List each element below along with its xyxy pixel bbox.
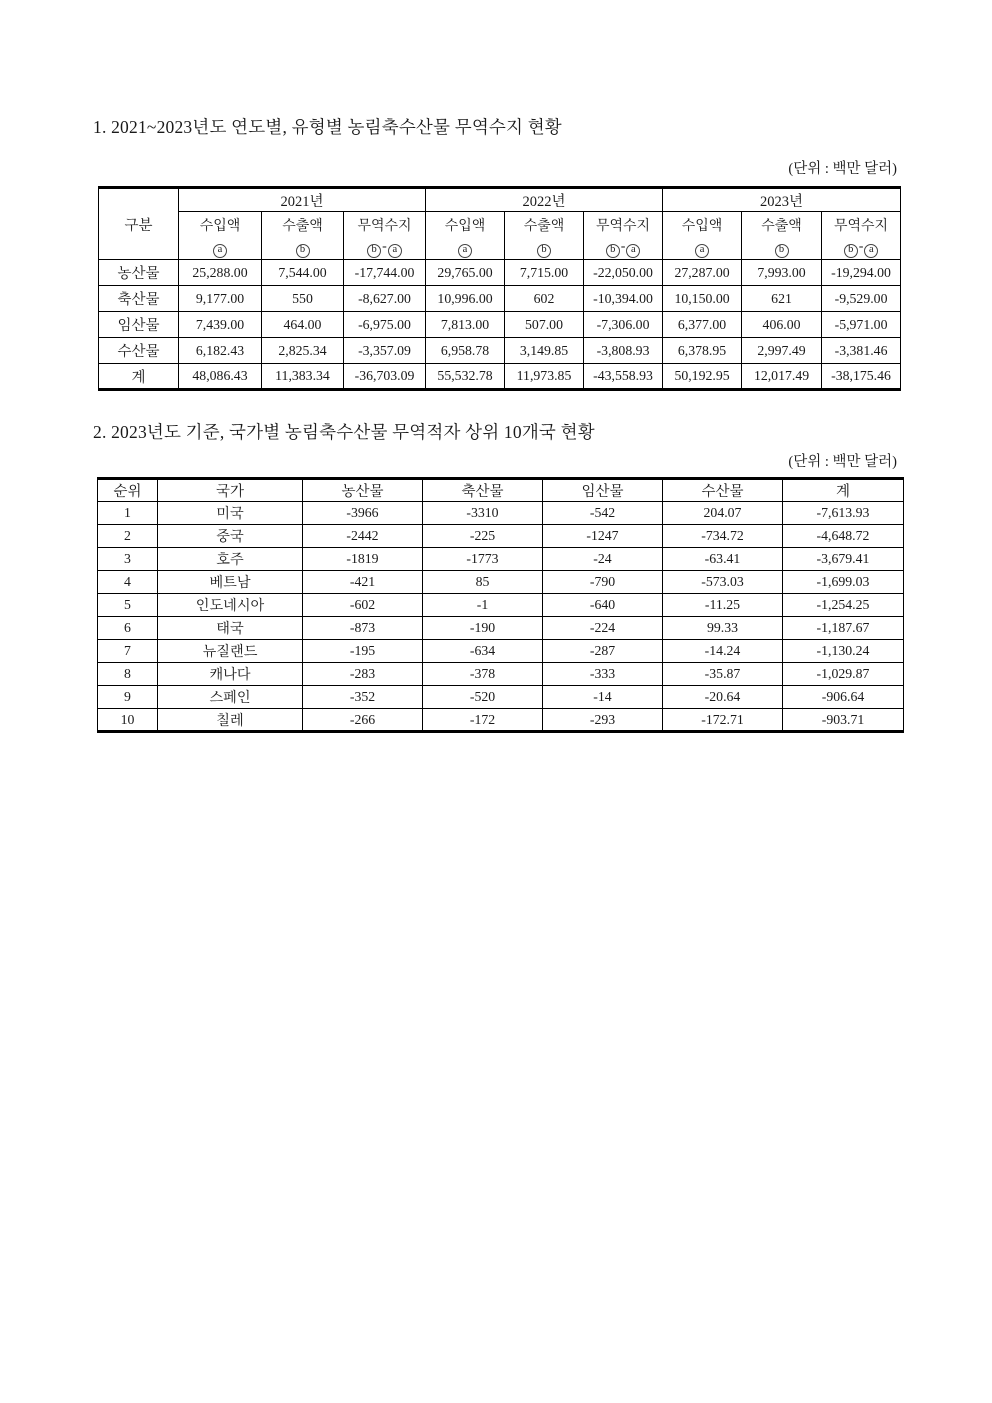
table-row (98, 525, 904, 548)
value-cell: 50,192.95 (663, 364, 742, 390)
value-cell: -1 (423, 594, 543, 617)
sub-header-label: 무역수지 (833, 219, 889, 235)
value-cell: 29,765.00 (426, 260, 505, 286)
minus-sign: - (620, 239, 626, 255)
table-row (98, 640, 904, 663)
value-cell: -38,175.46 (822, 364, 901, 390)
agri-column-header: 농산물 (303, 479, 423, 502)
rank-cell: 4 (98, 571, 158, 594)
category-column-header: 구분 (99, 188, 179, 260)
value-cell: -14.24 (663, 640, 783, 663)
total-column-header: 계 (783, 479, 904, 502)
value-cell: 6,182.43 (179, 338, 262, 364)
value-cell: 25,288.00 (179, 260, 262, 286)
rank-cell: 7 (98, 640, 158, 663)
header-row (98, 479, 904, 502)
trade-balance-header (344, 212, 426, 260)
table-row (98, 686, 904, 709)
sub-header-label: 무역수지 (357, 219, 412, 235)
country-cell: 스페인 (158, 686, 303, 709)
value-cell: -195 (303, 640, 423, 663)
table-row (99, 286, 901, 312)
circled-a-icon: a (388, 244, 402, 258)
section2-title: 2. 2023년도 기준, 국가별 농림축수산물 무역적자 상위 10개국 현황 (93, 422, 595, 442)
value-cell: -9,529.00 (822, 286, 901, 312)
section1-title: 1. 2021~2023년도 연도별, 유형별 농림축수산물 무역수지 현황 (93, 117, 562, 137)
circled-b-icon: b (537, 244, 551, 258)
sub-header-symbol (744, 237, 819, 257)
value-cell: 11,383.34 (262, 364, 344, 390)
country-cell: 미국 (158, 502, 303, 525)
sub-header-label: 수입액 (199, 219, 241, 235)
value-cell: -3966 (303, 502, 423, 525)
sub-header-label: 수출액 (282, 219, 323, 235)
value-cell: -634 (423, 640, 543, 663)
value-cell: -190 (423, 617, 543, 640)
value-cell: 621 (742, 286, 822, 312)
table-row (98, 594, 904, 617)
circled-b-icon: b (606, 244, 620, 258)
value-cell: -172.71 (663, 709, 783, 732)
value-cell: 602 (505, 286, 584, 312)
value-cell: -734.72 (663, 525, 783, 548)
value-cell: 6,958.78 (426, 338, 505, 364)
sub-header-label: 수입액 (681, 219, 723, 235)
value-cell: -3,679.41 (783, 548, 904, 571)
circled-a-icon: a (458, 244, 472, 258)
sub-header-label: 수입액 (444, 219, 486, 235)
import-amount-header (663, 212, 742, 260)
value-cell: -7,306.00 (584, 312, 663, 338)
value-cell: -1773 (423, 548, 543, 571)
value-cell: -10,394.00 (584, 286, 663, 312)
circled-b-icon: b (367, 244, 381, 258)
row-category: 축산물 (99, 286, 179, 312)
value-cell: 7,993.00 (742, 260, 822, 286)
value-cell: -5,971.00 (822, 312, 901, 338)
year-group-2021: 2021년 (179, 188, 426, 212)
value-cell: -3,808.93 (584, 338, 663, 364)
rank-cell: 1 (98, 502, 158, 525)
value-cell: -224 (543, 617, 663, 640)
value-cell: -17,744.00 (344, 260, 426, 286)
value-cell: -790 (543, 571, 663, 594)
livestock-column-header: 축산물 (423, 479, 543, 502)
year-group-2022: 2022년 (426, 188, 663, 212)
country-cell: 인도네시아 (158, 594, 303, 617)
value-cell: -873 (303, 617, 423, 640)
table-row (98, 709, 904, 732)
import-amount-header (179, 212, 262, 260)
table-row (98, 663, 904, 686)
sub-header-symbol (428, 237, 502, 257)
value-cell: 99.33 (663, 617, 783, 640)
row-category: 계 (99, 364, 179, 390)
value-cell: -378 (423, 663, 543, 686)
value-cell: 7,813.00 (426, 312, 505, 338)
sub-header-label: 수출액 (761, 219, 802, 235)
rank-cell: 8 (98, 663, 158, 686)
value-cell: -8,627.00 (344, 286, 426, 312)
forestry-column-header: 임산물 (543, 479, 663, 502)
value-cell: -6,975.00 (344, 312, 426, 338)
sub-header-symbol (665, 237, 739, 257)
sub-header-symbol (181, 237, 259, 257)
value-cell: -172 (423, 709, 543, 732)
value-cell: -19,294.00 (822, 260, 901, 286)
value-cell: -333 (543, 663, 663, 686)
section1-unit-label: (단위 : 백만 달러) (788, 161, 897, 177)
value-cell: -903.71 (783, 709, 904, 732)
value-cell: -3310 (423, 502, 543, 525)
row-category: 수산물 (99, 338, 179, 364)
table-row (99, 312, 901, 338)
table-row (99, 364, 901, 390)
value-cell: 7,715.00 (505, 260, 584, 286)
circled-b-icon: b (296, 244, 310, 258)
sub-header-label: 무역수지 (595, 219, 651, 235)
value-cell: 3,149.85 (505, 338, 584, 364)
rank-cell: 2 (98, 525, 158, 548)
value-cell: -7,613.93 (783, 502, 904, 525)
table-row (98, 571, 904, 594)
value-cell: 48,086.43 (179, 364, 262, 390)
sub-header-symbol (824, 237, 898, 257)
table-row (98, 548, 904, 571)
trade-balance-header (822, 212, 901, 260)
value-cell: -602 (303, 594, 423, 617)
value-cell: 550 (262, 286, 344, 312)
value-cell: -906.64 (783, 686, 904, 709)
value-cell: -14 (543, 686, 663, 709)
value-cell: 406.00 (742, 312, 822, 338)
value-cell: -20.64 (663, 686, 783, 709)
rank-cell: 3 (98, 548, 158, 571)
sub-header-symbol (586, 237, 660, 257)
value-cell: -35.87 (663, 663, 783, 686)
rank-cell: 9 (98, 686, 158, 709)
import-amount-header (426, 212, 505, 260)
value-cell: -1,130.24 (783, 640, 904, 663)
country-column-header: 국가 (158, 479, 303, 502)
row-category: 임산물 (99, 312, 179, 338)
circled-a-icon: a (626, 244, 640, 258)
circled-a-icon: a (864, 244, 878, 258)
country-cell: 뉴질랜드 (158, 640, 303, 663)
deficit-top10-countries-table (97, 477, 904, 733)
export-amount-header (262, 212, 344, 260)
value-cell: 55,532.78 (426, 364, 505, 390)
value-cell: -293 (543, 709, 663, 732)
value-cell: -1,029.87 (783, 663, 904, 686)
value-cell: 507.00 (505, 312, 584, 338)
value-cell: -1,699.03 (783, 571, 904, 594)
circled-b-icon: b (844, 244, 858, 258)
value-cell: 2,997.49 (742, 338, 822, 364)
country-cell: 베트남 (158, 571, 303, 594)
value-cell: -542 (543, 502, 663, 525)
value-cell: -2442 (303, 525, 423, 548)
fishery-column-header: 수산물 (663, 479, 783, 502)
value-cell: -421 (303, 571, 423, 594)
country-cell: 중국 (158, 525, 303, 548)
value-cell: 11,973.85 (505, 364, 584, 390)
year-group-2023: 2023년 (663, 188, 901, 212)
export-amount-header (505, 212, 584, 260)
table-row (99, 260, 901, 286)
country-cell: 캐나다 (158, 663, 303, 686)
country-cell: 칠레 (158, 709, 303, 732)
rank-cell: 5 (98, 594, 158, 617)
value-cell: -520 (423, 686, 543, 709)
value-cell: 464.00 (262, 312, 344, 338)
value-cell: -352 (303, 686, 423, 709)
value-cell: -287 (543, 640, 663, 663)
value-cell: -43,558.93 (584, 364, 663, 390)
value-cell: 204.07 (663, 502, 783, 525)
value-cell: -573.03 (663, 571, 783, 594)
value-cell: 7,544.00 (262, 260, 344, 286)
value-cell: -24 (543, 548, 663, 571)
trade-balance-header (584, 212, 663, 260)
value-cell: 10,150.00 (663, 286, 742, 312)
value-cell: -3,357.09 (344, 338, 426, 364)
value-cell: 6,377.00 (663, 312, 742, 338)
sub-header-row (99, 212, 901, 260)
value-cell: 7,439.00 (179, 312, 262, 338)
export-amount-header (742, 212, 822, 260)
value-cell: -22,050.00 (584, 260, 663, 286)
sub-header-symbol (264, 237, 341, 257)
rank-cell: 10 (98, 709, 158, 732)
trade-balance-by-year-table (98, 186, 901, 391)
circled-b-icon: b (775, 244, 789, 258)
value-cell: -1819 (303, 548, 423, 571)
minus-sign: - (858, 239, 864, 255)
minus-sign: - (382, 239, 387, 255)
sub-header-symbol (507, 237, 581, 257)
value-cell: 2,825.34 (262, 338, 344, 364)
rank-cell: 6 (98, 617, 158, 640)
sub-header-symbol (346, 237, 423, 257)
value-cell: 85 (423, 571, 543, 594)
sub-header-label: 수출액 (523, 219, 565, 235)
circled-a-icon: a (695, 244, 709, 258)
value-cell: -266 (303, 709, 423, 732)
value-cell: -283 (303, 663, 423, 686)
value-cell: 9,177.00 (179, 286, 262, 312)
circled-a-icon: a (213, 244, 227, 258)
value-cell: -640 (543, 594, 663, 617)
value-cell: -225 (423, 525, 543, 548)
table-row (98, 502, 904, 525)
value-cell: -36,703.09 (344, 364, 426, 390)
year-header-row (99, 188, 901, 212)
row-category: 농산물 (99, 260, 179, 286)
table-row (99, 338, 901, 364)
value-cell: -4,648.72 (783, 525, 904, 548)
value-cell: -11.25 (663, 594, 783, 617)
country-cell: 태국 (158, 617, 303, 640)
table-row (98, 617, 904, 640)
country-cell: 호주 (158, 548, 303, 571)
value-cell: -1,254.25 (783, 594, 904, 617)
value-cell: 12,017.49 (742, 364, 822, 390)
rank-column-header: 순위 (98, 479, 158, 502)
value-cell: -1247 (543, 525, 663, 548)
value-cell: -3,381.46 (822, 338, 901, 364)
value-cell: -1,187.67 (783, 617, 904, 640)
value-cell: 10,996.00 (426, 286, 505, 312)
value-cell: 6,378.95 (663, 338, 742, 364)
value-cell: -63.41 (663, 548, 783, 571)
value-cell: 27,287.00 (663, 260, 742, 286)
section2-unit-label: (단위 : 백만 달러) (788, 454, 897, 470)
